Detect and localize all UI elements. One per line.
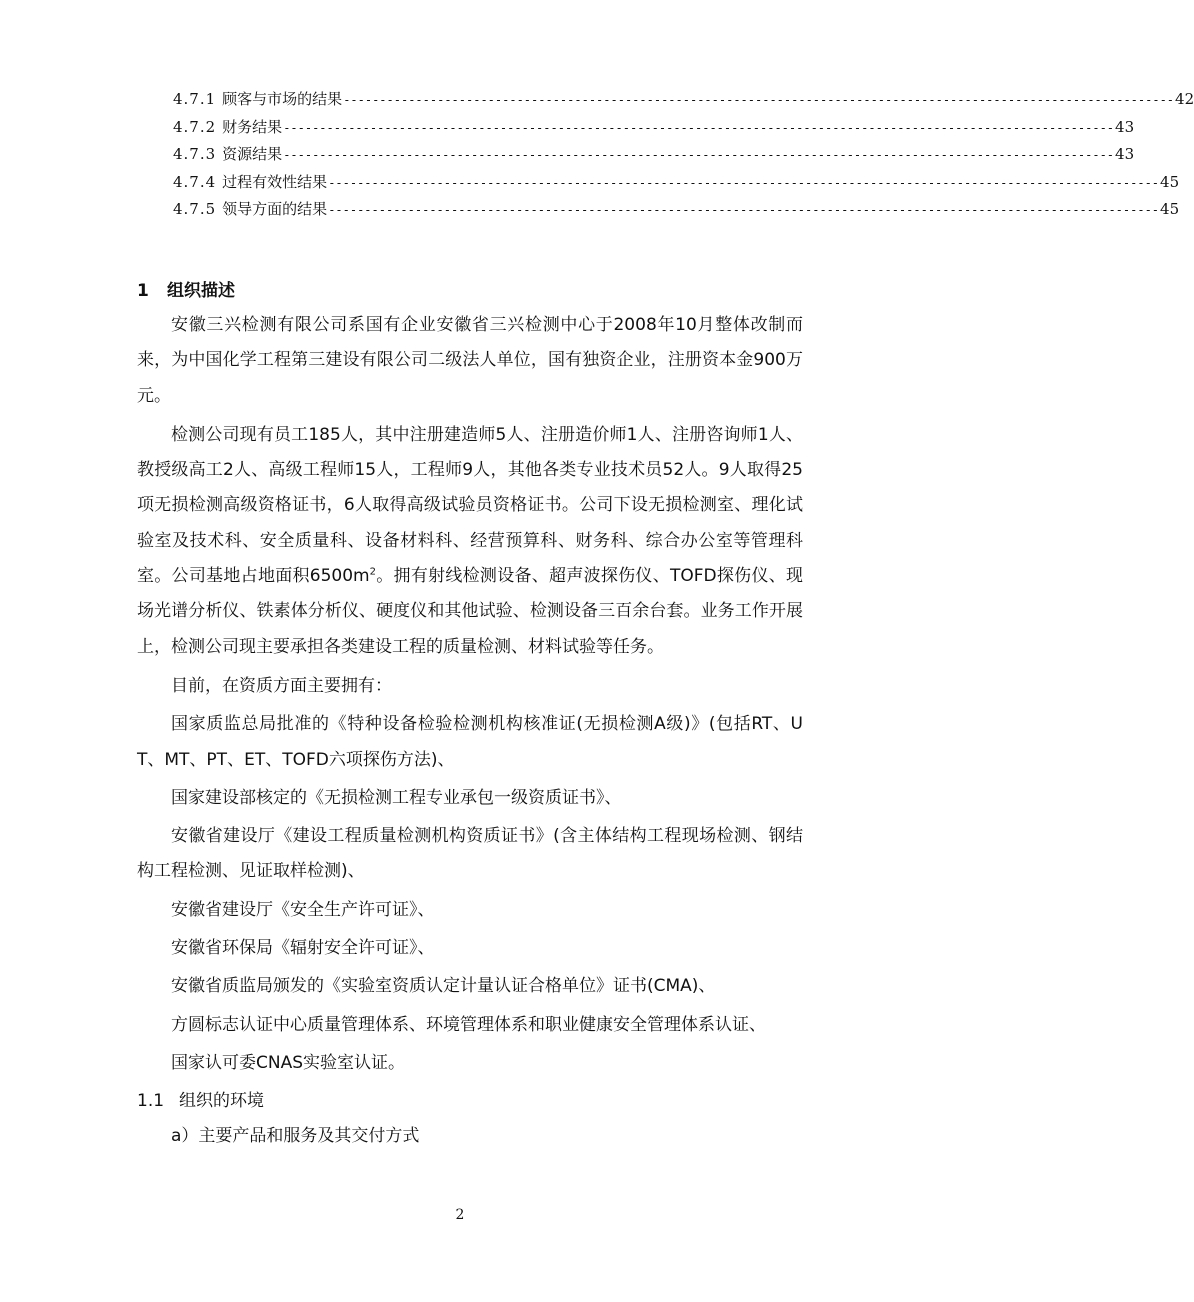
page-number: 2 [455, 1207, 465, 1223]
toc-entry-page: 43 [1115, 117, 1135, 136]
toc-leader-dots: ------------------------------------------------------------------------------------------------------------------- [343, 93, 1175, 107]
paragraph-qualifications-intro: 目前，在资质方面主要拥有： [171, 675, 392, 696]
toc-entry-number: 4.7.4 [173, 172, 217, 191]
toc-entry-title: 资源结果 [222, 145, 283, 163]
subsection-title: 组织的环境 [179, 1091, 264, 1112]
subsection-number: 1.1 [137, 1091, 165, 1112]
paragraph-qualification: 安徽省建设厅《建设工程质量检测机构资质证书》(含主体结构工程现场检测、钢结构工程检测、见证取样检测)、 [137, 826, 803, 882]
toc-entry-title: 领导方面的结果 [222, 200, 328, 218]
paragraph-qualification: 安徽省建设厅《安全生产许可证》、 [171, 899, 435, 920]
paragraph-qualification: 安徽省环保局《辐射安全许可证》、 [171, 938, 435, 959]
toc-entry-page: 42 [1175, 90, 1194, 108]
toc-leader-dots: ------------------------------------------------------------------------------------------------------------------- [283, 148, 1115, 162]
toc-entry-title: 顾客与市场的结果 [222, 90, 343, 108]
toc-entry[interactable] [173, 86, 1194, 114]
toc-leader-dots: ------------------------------------------------------------------------------------------------------------------- [328, 203, 1160, 217]
toc-entry[interactable] [173, 141, 1135, 169]
toc-leader-dots: ------------------------------------------------------------------------------------------------------------------- [283, 120, 1115, 135]
section-title: 组织描述 [167, 281, 235, 301]
toc-entry-page: 43 [1115, 145, 1135, 163]
paragraph-qualification: 国家质监总局批准的《特种设备检验检测机构核准证(无损检测A级)》(包括RT、UT、MT、PT、ET、TOFD六项探伤方法)、 [137, 714, 803, 770]
table-of-contents [173, 86, 1194, 224]
paragraph-staff-and-equipment [137, 418, 803, 665]
superscript-exponent: 2 [369, 566, 376, 578]
toc-entry-number: 4.7.5 [173, 200, 217, 218]
list-item-a: a）主要产品和服务及其交付方式 [171, 1126, 420, 1147]
toc-entry[interactable] [173, 169, 1180, 197]
toc-entry-title: 财务结果 [222, 117, 283, 136]
toc-entry-title: 过程有效性结果 [222, 172, 328, 191]
paragraph-text: 。拥有射线检测设备、超声波探伤仪、TOFD探伤仪、现场光谱分析仪、铁素体分析仪、硬度仪和其他试验、检测设备三百余台套。业务工作开展上，检测公司现主要承担各类建设工程的质量检测、材料试验等任务。 [137, 566, 803, 657]
toc-entry-page: 45 [1160, 200, 1180, 218]
paragraph-text: 检测公司现有员工185人，其中注册建造师5人、注册造价师1人、注册咨询师1人、教授级高工2人、高级工程师15人，工程师9人，其他各类专业技术员52人。9人取得25项无损检测高级资格证书，6人取得高级试验员资格证书。公司下设无损检测室、理化试验室及技术科、安全质量科、设备材料科、经营预算科、财务科、综合办公室等管理科室。公司基地占地面积6500m [137, 424, 803, 587]
paragraph-company-origin: 安徽三兴检测有限公司系国有企业安徽省三兴检测中心于2008年10月整体改制而来，为中国化学工程第三建设有限公司二级法人单位，国有独资企业，注册资本金900万元。 [137, 315, 803, 406]
toc-entry-page: 45 [1160, 172, 1180, 191]
document-body [137, 274, 803, 1154]
section-heading [137, 274, 803, 308]
toc-entry[interactable] [173, 114, 1135, 142]
toc-entry-number: 4.7.1 [173, 90, 217, 108]
paragraph-qualification: 国家建设部核定的《无损检测工程专业承包一级资质证书》、 [171, 787, 622, 808]
paragraph-qualification: 安徽省质监局颁发的《实验室资质认定计量认证合格单位》证书(CMA)、 [171, 976, 716, 997]
toc-leader-dots: ------------------------------------------------------------------------------------------------------------------- [328, 175, 1160, 190]
toc-entry-number: 4.7.3 [173, 145, 217, 163]
section-number: 1 [137, 281, 149, 301]
paragraph-qualification: 国家认可委CNAS实验室认证。 [171, 1052, 406, 1073]
toc-entry[interactable] [173, 196, 1180, 224]
toc-entry-number: 4.7.2 [173, 117, 217, 136]
paragraph-qualification: 方圆标志认证中心质量管理体系、环境管理体系和职业健康安全管理体系认证、 [171, 1014, 766, 1035]
subsection-heading [137, 1084, 803, 1119]
